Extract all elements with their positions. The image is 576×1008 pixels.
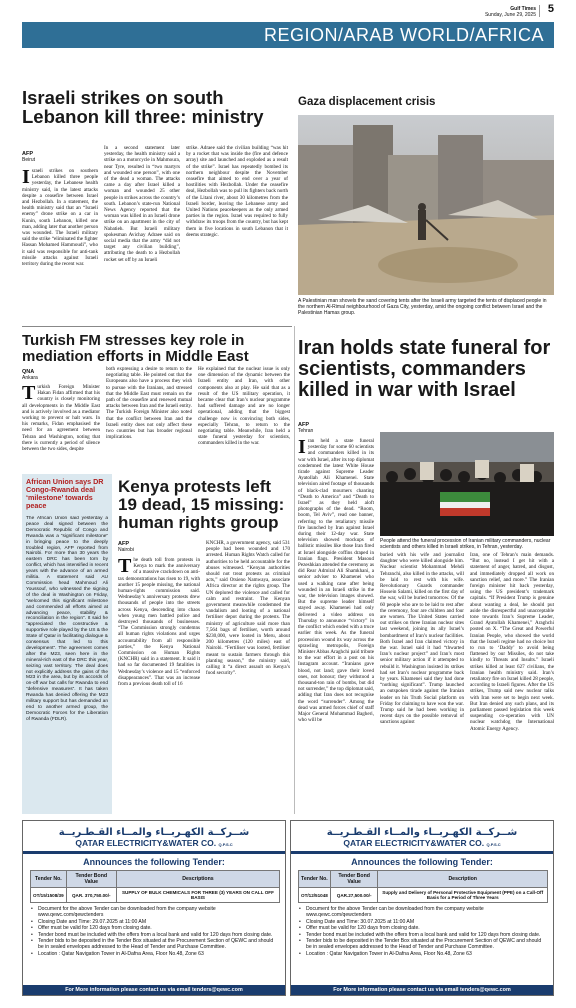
turkish-col-2: both expressing a desire to return to the negotiating table. He pointed out that the Europeans also have a process they wish to pursue with the Iranians, and stressed that the Middle East must remain on the path of the ceasefire and renewed mutual attacks between Iran and the Israeli entity. The Turkish Foreign Minister also noted that the conflict between Iran and the Israeli entity does not only affect these two countries but has broader regional implications. [106,366,192,441]
ad1-col-desc: Descriptions [116,871,279,888]
gaza-photo [298,115,554,295]
iran-drop-cap: I [298,438,306,458]
ad1-detail-item: • Closing Date and Time: 29.07.2025 at 11:00 AM [30,919,280,925]
iran-col-1 [298,438,374,812]
kenya-col-1 [118,557,200,813]
iran-col-3: Iran, one of Tehran’s main demands. “But no, instead I get hit with a statement of anger, hatred, and disgust, and immediately dropped all work on sanction relief, and more.” The Iranian foreign minister hit back yesterday, using the US president’s trademark capitals. “If President Trump is genuine about wanting a deal, he should put aside the disrespectful and unacceptable tone towards Iran’s Supreme Leader, Grand Ayatollah Khamenei,” Araghchi posted on X. “The Great and Powerful Iranian People, who showed the world that the Israeli regime had no choice but to run to ‘Daddy’ to avoid being flattened by our Missiles, do not take kindly to Threats and Insults.” Israeli strikes killed at least 627 civilians, the Iranian health ministry said. Iran’s retaliatory fire on Israel killed 28 people, according to Israeli figures. After the US strikes, Trump said new nuclear talks with Iran were set to begin next week. But Iran denied any such plans, and its parliament passed legislation this week suspending co-operation with UN nuclear watchdog the International Atomic Energy Agency. [470,552,554,732]
kenya-col-2: KNCHR, a government agency, said 531 people had been wounded and 170 arrested. Human Rights Watch called for authorities to be held accountable for the abuses witnessed. “Kenyan authorities should not treat protests as criminal acts,” said Otsieno Namwaya, associate Africa director at the rights group. The UN deplored the violence and called for calm and restraint. The Kenyan government meanwhile condemned the vandalism and looting of a national fertiliser depot during the protests. The ministry of agriculture said more than 7,564 bags of fertiliser, worth around $230,000, were looted in Meru, about 200 kilometres (120 miles) east of Nairobi. “Fertiliser was looted, fertiliser meant to sustain farmers through this planting season,” the ministry said, calling it “a direct assault on Kenya’s food security”. [206,540,290,677]
sidebar-body: The African Union said yesterday a peace deal signed between the Democratic Republic of Congo and Rwanda was a “significant milestone” in bringing peace to the deeply troubled region, AFP reported from Nairobi. For more than 30 years the eastern DRC has been torn by conflict, which has intensified in recent years with the advance of an armed militia. A statement said AU Commission head Mahmoud Ali Youssouf, who witnessed the signing of the deal in Washington on Friday, “welcomed this significant milestone and commended all efforts aimed at advancing peace, stability & reconciliation in the region”. It said he “appreciated the constructive & supportive role played by the US & the State of Qatar in facilitating dialogue & consensus that led to this development”. The agreement comes after the M23, seen here in the mineral-rich east of the DRC this year, seizing vast territory. The deal does not explicitly address the gains of the M23 in the area, but by its accords of on-off war but calls for Rwanda to end “defensive measures”. It has taken Rwanda has denied offering the M23 military support but has demanded an end to another armed group, the Democratic Forces for the Liberation of Rwanda (FDLR). [26,516,108,722]
lebanon-col-1 [22,168,98,318]
ad2-logo-english-text: QATAR ELECTRICITY&WATER CO. [343,838,485,848]
ad2-detail-item: • Document for the above Tender can be downloaded from the company website www.qewc.com/qewctenders [298,906,548,919]
turkish-dateline: Ankara [22,374,38,381]
column-divider [294,326,295,814]
lebanon-col-2: In a second statement later yesterday, the health ministry said a strike on a motorcycle in Mahmoura, near Tyre, resulted in “two martyrs and wounded one person”, with one of the dead a woman. The attacks came a day after Israel killed a woman and wounded 25 other people in strikes across the country’s south. Lebanon’s state-run National News Agency reported that the woman was killed in an Israeli drone strike on an apartment in the city of Nabatieh. But Israeli military spokesman Avichay Adraee said on social media that the army “did not target any civilian building”, attributing the death to a Hezbollah rocket set off by an Israeli [104,145,180,263]
lebanon-dateline: Beirut [22,156,36,163]
ad2-tender-table [298,870,548,903]
ad2-col-bond: Tender Bond Value [330,871,378,888]
ad1-details [30,906,280,966]
story-divider [22,326,292,327]
ad2-rule [291,851,553,854]
ad2-description: Supply and Delivery of Personal Protective Equipment (PPE) on a Call-Off Basis for a Period of Three Years [378,888,548,903]
turkish-byline [22,370,38,381]
ad2-bond-value: QAR.27,500.00/- [330,888,378,903]
iran-caption: People attend the funeral procession of Iranian military commanders, nuclear scientists and others killed in Israeli strikes, in Tehran, yesterday. [380,538,551,550]
lebanon-col-3: strike. Adraee said the civilian building “was hit by a rocket that was inside the (fire and defence array) site and launched and exploded as a result of the strike”. Israel has repeatedly bombed its northern neighbour despite the November ceasefire that aimed to end over a year of hostilities with Hezbollah. Under the ceasefire deal, Hezbollah was to pull its fighters back north of the Litani river, about 30 kilometres from the Israeli border, leaving the Lebanese army and United Nations peacekeepers as the only armed parties in the region. Israel was required to fully withdraw its troops from the country, but has kept them in five locations in south Lebanon that it deems strategic. [186,145,288,238]
iran-col-2: buried with his wife and journalist daughter who were killed alongside him. Nuclear scientist Mohammad Mehdi Tehranchi, also killed in the attacks, will be laid to rest with his wife. Revolutionary Guards commander Hossein Salami, killed on the first day of the war, will be buried tomorrow. Of the 60 people who are to be laid to rest after the ceremony, four are children and four are women. The United States carried out strikes on three Iranian nuclear sites last weekend, joining its ally Israel’s bombardment of Iran’s nuclear facilities. Both Israel and Iran claimed victory in the war. Israel said it had “thwarted Iran’s nuclear project” and Iran’s most senior military action if it attempted to rebuild it. Washington insisted its strikes had set Iran’s nuclear programme back by years. Khamenei said they had done “nothing significant”. Trump launched an outspoken tirade against the Iranian leader on his Truth Social platform on Friday for claiming to have won the war. Trump said he had been working in recent days on the possible removal of sanctions against [380,552,464,726]
ad2-detail-item: • Closing Date and Time: 30.07.2025 at 11:00 AM [298,919,548,925]
lebanon-byline [22,152,35,163]
ad2-tender-no: OT/12/51048 [299,888,331,903]
turkish-agency: QNA [22,369,35,375]
kenya-col-1-text: he death toll from protests in Kenya to mark the anniversary of a massive crackdown on anti-tax demonstrations has risen to 19, with another 15 people missing, the national human-rights commission said. Wednesday’s anniversary protests drew thousands of people into the streets across Kenya, descending into chaos when young men battled police and destroyed thousands of businesses. “The Commission strongly condemns all human rights violations and urges accountability from all responsible parties,” the Kenya National Commission on Human Rights (KNCHR) said in a statement. It said it had so far documented 19 fatalities in Wednesday’s violence and 15 “enforced disappearances”. That was an increase from a previous death toll of 16 [118,557,200,688]
ad1-description: SUPPLY OF BULK CHEMICALS FOR THREE (3) YEARS ON CALL OFF BASIS [116,888,279,903]
ad1-detail-item: • Location : Qatar Navigation Tower in Al-Dafna Area, Floor No.48, Zone 63 [30,951,280,957]
ad1-col-tender-no: Tender No. [31,871,67,888]
ad1-tender-table [30,870,280,903]
ad2-logo-arabic: شــركــة الكهـربــاء والمــاء القـطـريــة [326,827,518,838]
ad2-detail-item: • Tender bond must be included with the offers from a local bank and valid for 120 days from closing date. [298,932,548,938]
ad1-logo-english-text: QATAR ELECTRICITY&WATER CO. [75,838,217,848]
turkish-drop-cap: T [22,384,36,404]
iran-headline: Iran holds state funeral for scientists, commanders killed in war with Israel [298,337,551,401]
ad2-footer: For More information please contact us via email tenders@qewc.com [291,985,553,995]
kenya-dateline: Nairobi [118,546,134,553]
iran-photo-image [380,432,554,536]
ad1-detail-item: • Tender bond must be included with the offers from a local bank and valid for 120 days from closing date. [30,932,280,938]
ad1-bond-value: QAR. 370,750.00/- [66,888,116,903]
ad2-col-desc: Description [378,871,548,888]
ad2-logo-suffix: Q.P.S.C [486,842,501,847]
turkish-col-3: He explained that the nuclear issue is only one dimension of the dynamic between the Israeli entity and Iran, with other components also at play. He said that as a result of the US military operation, it became clear that Iran’s nuclear programme had suffered damage and are no longer operational, adding that the biggest challenge now is convincing both sides, especially Tehran, to return to the negotiating table. Meanwhile, Iran held a state funeral yesterday for scientists, commanders killed in the war. [198,366,290,447]
kenya-byline [118,542,134,553]
gaza-caption: A Palestinian man shovels the sand covering tents after the Israeli army targeted the tents of displaced people in the northern Al-Rimal neighbourhood of Gaza City, yesterday, amid the ongoing conflict between Israel and the Palestinian Hamas group. [298,298,547,316]
gaza-photo-image [298,115,554,295]
ad1-tender-no: OT/15/1508/39 [31,888,67,903]
iran-byline [298,423,313,434]
tender-ad-1 [22,820,286,996]
ad1-detail-item: • Offer must be valid for 120 days from closing date. [30,925,280,931]
ad2-announcement: Announces the following Tender: [351,857,493,867]
ad1-announcement: Announces the following Tender: [83,857,225,867]
turkish-col-1-text: urkish Foreign Minister Hakan Fidan affirmed that his country is closely monitoring all developments in the Middle East and is actively involved as a mediator working to prevent or halt wars. In his remarks, Fidan emphasised the need for an agreement between Tehran and Washington, noting that there is currently a period of silence between the two sides, despite [22,384,100,453]
lebanon-agency: AFP [22,151,33,157]
issue-date: Sunday, June 29, 2025 [484,12,536,18]
turkish-headline: Turkish FM stresses key role in mediation efforts in Middle East [22,332,249,365]
kenya-headline: Kenya protests left 19 dead, 15 missing: human rights group [118,477,285,532]
sidebar-headline: African Union says DR Congo-Rwanda deal ‘milestone’ towards peace [26,477,104,510]
publication-name: Gulf Times [510,6,536,12]
lebanon-headline: Israeli strikes on south Lebanon kill three: ministry [22,87,264,128]
ad2-detail-item: • Location : Qatar Navigation Tower in Al-Dafna Area, Floor No.48, Zone 63 [298,951,548,957]
ad1-detail-item: • Document for the above Tender can be downloaded from the company website www.qewc.com/qewctenders [30,906,280,919]
ad2-col-tender-no: Tender No. [299,871,331,888]
ad1-footer: For More information please contact us via email tenders@qewc.com [23,985,285,995]
ad2-detail-item: • Tender bids to be deposited in the Tender Box situated at the Procurement Section of QEWC and should be in sealed envelopes addressed to the Head of Tender and Purchase Committee. [298,938,548,951]
iran-dateline: Tehran [298,427,314,434]
masthead-divider [539,5,540,17]
masthead [485,6,536,18]
ad2-logo-english [291,838,553,848]
african-union-sidebar [22,474,112,814]
ad1-logo-suffix: Q.P.S.C [218,842,233,847]
section-header: REGION/ARAB WORLD/AFRICA [22,22,554,48]
ad1-col-bond: Tender Bond Value [66,871,116,888]
ad1-detail-item: • Tender bids to be deposited in the Tender Box situated at the Procurement Section of QEWC and should be in sealed envelopes addressed to the Head of Tender and Purchase Committee. [30,938,280,951]
iran-col-1-text: ran held a state funeral yesterday for some 60 scientists and commanders killed in its war with Israel, after its top diplomat condemned the latest White House tirade against Supreme Leader Ayatollah Ali Khamenei. State television aired footage of thousands of black-clad mourners chanting “Death to America” and “Death to Israel” as they held aloft photographs of the dead. “Room, boom, Tel Aviv”, read one banner, referring to the retaliatory missile fire launched by Iran against Israel during their 12-day war. State television showed mockups of ballistic missiles like those Iran fired at Israel alongside coffins draped in Iranian flags. President Masoud Pezeshkian attended the ceremony as did Rear Admiral Ali Shamkhani, a senior adviser to Khamenei who used a walking cane after being wounded in an Israeli strike in the war, the television images showed. But the supreme leader himself stayed away. Khamenei had only delivered a video address on Thursday to announce “victory” in the conflict which ended with a truce earlier this week. As the funeral procession wound its way across the sprawling metropolis, Foreign Minister Abbas Araghchi paid tribute to the war effort in a post on his Instagram account. “Iranians gave blood, not land; gave their loved ones, not honour; they withstood a thousand-ton rain of bombs, but did not surrender,” the top diplomat said, adding that Iran does not recognise the word “surrender”. Among the dead was armed forces chief of staff Major General Mohammad Bagheri, who will be [298,438,374,724]
lebanon-col-1-text: sraeli strikes on southern Lebanon killed three people yesterday, the Lebanese health ministry said, in the latest attacks despite a ceasefire between Israel and Hezbollah. In a statement, the health ministry said that an “Israeli enemy” drone strike on a car in Kunin, south Lebanon, killed one man, adding later that another person was wounded. The Israeli military said the strike “eliminated the fighter Hassan Mohamed Hammoudi”, who it said was responsible for anti-tank missile attacks against Israeli territory during the recent war. [22,168,98,268]
turkish-col-1 [22,384,100,470]
ad1-logo-arabic: شــركــة الكهـربــاء والمــاء القـطـريــة [58,827,250,838]
ad2-details [298,906,548,964]
page-number: 5 [547,3,554,15]
iran-agency: AFP [298,422,309,428]
tender-ad-2 [290,820,554,996]
kenya-agency: AFP [118,541,129,547]
lebanon-drop-cap: I [22,168,30,188]
ad1-rule [23,851,285,854]
kenya-drop-cap: T [118,557,132,577]
gaza-headline: Gaza displacement crisis [298,96,436,108]
iran-photo [380,432,554,536]
ad1-logo-english [23,838,285,848]
ad2-detail-item: • Offer must be valid for 120 days from closing date. [298,925,548,931]
